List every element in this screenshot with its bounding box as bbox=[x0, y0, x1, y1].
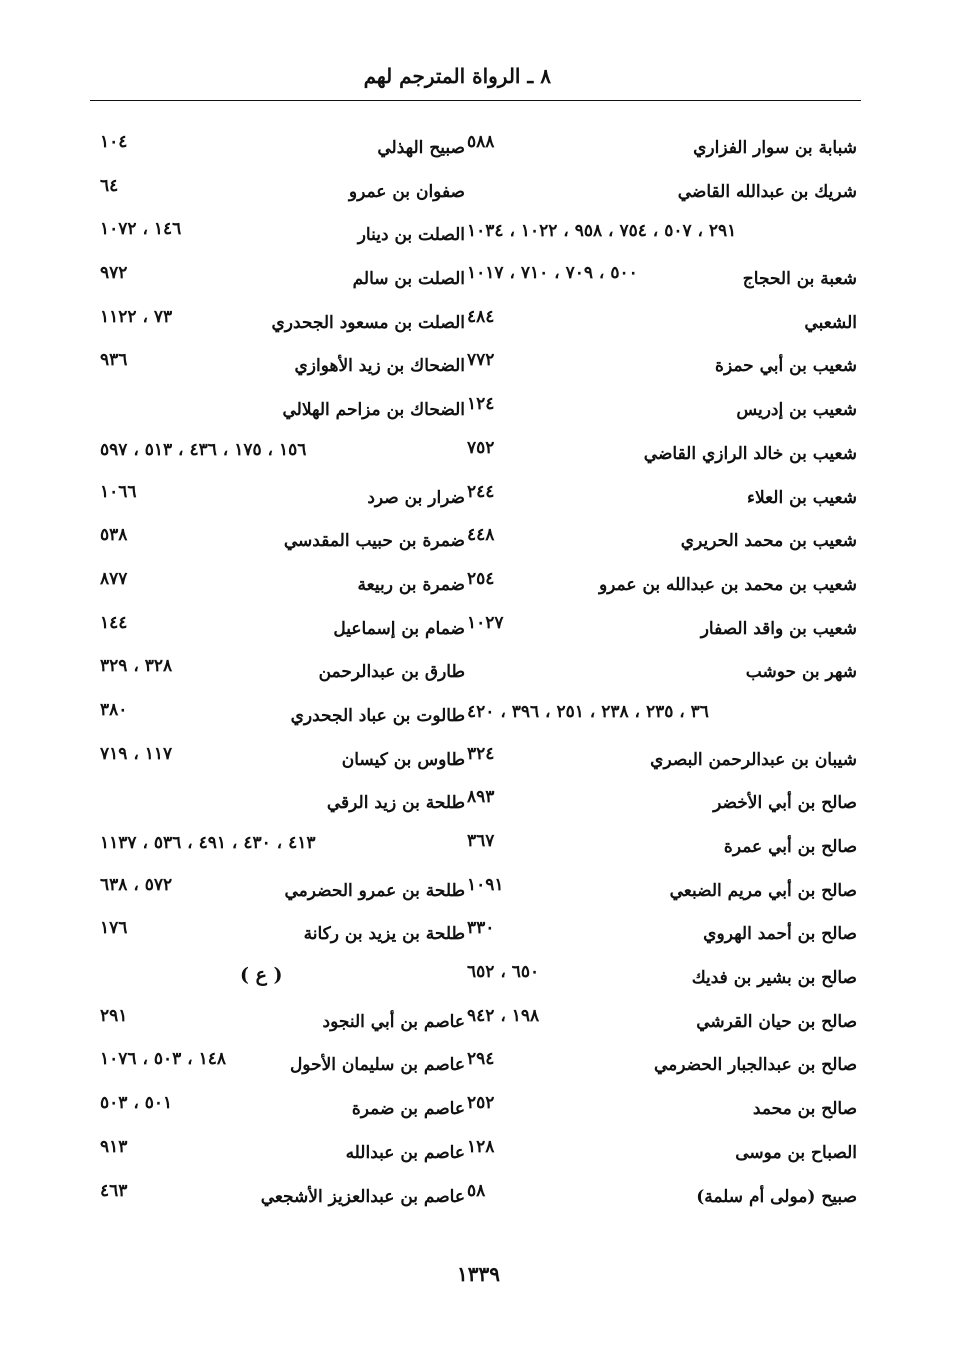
page-refs: ١٢٨ bbox=[467, 1136, 495, 1157]
left-column bbox=[100, 128, 465, 1220]
index-entry bbox=[467, 303, 857, 347]
index-entry bbox=[100, 609, 465, 653]
index-entry bbox=[100, 1089, 465, 1133]
page-refs: ١٠٦٦ bbox=[100, 481, 137, 502]
narrator-name: ضمرة بن حبيب المقدسي bbox=[283, 531, 465, 552]
page-refs: ٢٤٤ bbox=[467, 481, 495, 502]
narrator-name: عاصم بن سليمان الأحول bbox=[289, 1055, 465, 1076]
page-refs: ٤٦٣ bbox=[100, 1180, 128, 1201]
index-entry bbox=[467, 128, 857, 172]
page-refs: ٨٩٣ bbox=[467, 787, 495, 808]
page-refs: ٧٣ ، ١١٢٢ bbox=[100, 306, 173, 327]
narrator-name: صبيح الهذلي bbox=[377, 138, 465, 158]
page-refs: ٣٢٤ bbox=[467, 743, 495, 764]
index-entry bbox=[100, 390, 465, 434]
running-title: ٨ ـ الرواة المترجم لهم bbox=[363, 64, 551, 88]
narrator-name: الصلت بن مسعود الجحدري bbox=[271, 312, 465, 333]
index-entry bbox=[100, 1002, 465, 1046]
index-entry bbox=[100, 696, 465, 740]
page-refs: ٦٤ bbox=[100, 175, 119, 196]
narrator-name: ضمام بن إسماعيل bbox=[333, 618, 465, 639]
narrator-name: الصلت بن دينار bbox=[357, 225, 465, 246]
narrator-name: الصلت بن سالم bbox=[352, 269, 465, 290]
index-entry bbox=[467, 609, 857, 653]
page-refs: ٥٨٨ bbox=[467, 132, 495, 152]
index-entry bbox=[100, 565, 465, 609]
narrator-name: شهر بن حوشب bbox=[745, 662, 857, 683]
page-refs: ٧٥٢ bbox=[467, 437, 495, 458]
index-entry bbox=[100, 128, 465, 172]
narrator-name: ضمرة بن ربيعة bbox=[357, 574, 465, 595]
narrator-name: الشعبي bbox=[804, 312, 857, 333]
narrator-name: عاصم بن أبي النجود bbox=[322, 1011, 465, 1032]
page-refs: ٥٣٨ bbox=[100, 525, 128, 546]
narrator-name: عاصم بن ضمرة bbox=[351, 1099, 465, 1120]
index-entry bbox=[100, 652, 465, 696]
page-refs: ٧٧٢ bbox=[467, 350, 495, 371]
page-refs: ٩٧٢ bbox=[100, 263, 128, 284]
narrator-name: صالح بن أبي الأخضر bbox=[713, 793, 857, 814]
index-entry bbox=[100, 215, 465, 259]
page-refs: ٤١٣ ، ٤٣٠ ، ٤٩١ ، ٥٣٦ ، ١١٣٧ bbox=[100, 833, 316, 853]
index-entry bbox=[100, 478, 465, 522]
page-refs: ٥٨ bbox=[467, 1180, 486, 1201]
index-entry bbox=[467, 696, 857, 740]
narrator-name: الضحاك بن مزاحم الهلالي bbox=[282, 400, 465, 421]
narrator-name: صفوان بن عمرو bbox=[348, 181, 465, 202]
index-entry bbox=[467, 783, 857, 827]
narrator-name: شيبان بن عبدالرحمن البصري bbox=[650, 749, 857, 770]
index-entry bbox=[467, 259, 857, 303]
index-entry bbox=[467, 871, 857, 915]
index-entry bbox=[100, 783, 465, 827]
index-entry bbox=[467, 172, 857, 216]
narrator-name: طاوس بن كيسان bbox=[341, 749, 465, 770]
narrator-name: صالح بن بشير بن فديك bbox=[691, 968, 857, 989]
page-refs: ١٤٤ bbox=[100, 612, 128, 633]
page-refs: ٥٠١ ، ٥٠٣ bbox=[100, 1093, 173, 1114]
index-entry bbox=[100, 914, 465, 958]
narrator-name: طالوت بن عباد الجحدري bbox=[290, 705, 465, 726]
page-refs: ٢٩١ ، ٥٠٧ ، ٧٥٤ ، ٩٥٨ ، ١٠٢٢ ، ١٠٣٤ bbox=[467, 221, 737, 242]
index-entry bbox=[467, 914, 857, 958]
index-entry bbox=[100, 303, 465, 347]
narrator-name: عاصم بن عبدالعزيز الأشجعي bbox=[260, 1186, 465, 1207]
index-entry bbox=[100, 346, 465, 390]
narrator-name: شعبة بن الحجاج bbox=[742, 269, 857, 290]
narrator-name: شعيب بن العلاء bbox=[746, 487, 857, 508]
page-refs: ٣٣٠ bbox=[467, 918, 495, 939]
index-entry bbox=[100, 827, 465, 871]
page-refs: ٤٤٨ bbox=[467, 525, 495, 546]
narrator-name: عاصم بن عبدالله bbox=[345, 1142, 465, 1163]
page-refs: ١٠٤ bbox=[100, 132, 128, 152]
narrator-name: شعيب بن أبي حمزة bbox=[715, 356, 857, 377]
index-entry bbox=[100, 521, 465, 565]
page-refs: ١٢٤ bbox=[467, 394, 495, 415]
page-refs: ٣٢٨ ، ٣٢٩ bbox=[100, 656, 173, 677]
page-refs: ٥٠٠ ، ٧٠٩ ، ٧١٠ ، ١٠١٧ bbox=[467, 263, 638, 284]
narrator-name: طلحة بن زيد الرقي bbox=[326, 793, 465, 814]
page-refs: ٢٩٤ bbox=[467, 1049, 495, 1070]
page-refs: ١٤٦ ، ١٠٧٢ bbox=[100, 219, 182, 240]
page-refs: ٢٩١ bbox=[100, 1005, 128, 1026]
index-entry bbox=[100, 740, 465, 784]
page-refs: ٣٨٠ bbox=[100, 699, 128, 720]
index-entry bbox=[100, 259, 465, 303]
index-entry bbox=[100, 871, 465, 915]
narrator-name: الصباح بن موسى bbox=[735, 1142, 857, 1163]
narrator-name: الضحاك بن زيد الأهوازي bbox=[294, 356, 465, 377]
right-column bbox=[467, 128, 857, 1220]
narrator-name: شعيب بن محمد بن عبدالله بن عمرو bbox=[598, 574, 857, 595]
index-entry bbox=[467, 521, 857, 565]
index-entry bbox=[467, 565, 857, 609]
narrator-name: ضرار بن صرد bbox=[367, 487, 465, 508]
narrator-name: شعيب بن محمد الحريري bbox=[680, 531, 857, 552]
index-entry bbox=[100, 1045, 465, 1089]
page-refs: ١٧٦ bbox=[100, 918, 128, 939]
index-entry bbox=[467, 1133, 857, 1177]
page-refs: ٤٨٤ bbox=[467, 306, 495, 327]
index-entry bbox=[467, 827, 857, 871]
page-refs: ١٥٦ ، ١٧٥ ، ٤٣٦ ، ٥١٣ ، ٥٩٧ bbox=[100, 439, 307, 460]
page-number: ١٣٣٩ bbox=[457, 1262, 500, 1286]
narrator-name: صالح بن أبي مريم الضبعي bbox=[669, 880, 857, 901]
page-refs: ٩١٣ bbox=[100, 1136, 128, 1157]
narrator-name: صالح بن أبي عمرة bbox=[723, 837, 857, 857]
page-refs: ١٠٩١ bbox=[467, 874, 504, 895]
page-refs: ١٠٢٧ bbox=[467, 612, 504, 633]
index-entry bbox=[467, 1089, 857, 1133]
narrator-name: شعيب بن إدريس bbox=[736, 400, 857, 421]
index-entry bbox=[467, 478, 857, 522]
narrator-name: طلحة بن عمرو الحضرمي bbox=[284, 880, 465, 901]
narrator-name: شبابة بن سوار الفزاري bbox=[693, 138, 857, 158]
narrator-name: صالح بن أحمد الهروي bbox=[703, 924, 857, 945]
index-entry bbox=[467, 434, 857, 478]
narrator-name: صالح بن عبدالجبار الحضرمي bbox=[653, 1055, 857, 1076]
page-refs: ٦٥٠ ، ٦٥٢ bbox=[467, 962, 540, 983]
page-refs: ٩٣٦ bbox=[100, 350, 128, 371]
page-refs: ٥٧٢ ، ٦٣٨ bbox=[100, 874, 173, 895]
page-refs: ٢٥٢ bbox=[467, 1093, 495, 1114]
narrator-name: شريك بن عبدالله القاضي bbox=[677, 181, 857, 202]
page-refs: ١٤٨ ، ٥٠٣ ، ١٠٧٦ bbox=[100, 1049, 226, 1070]
index-entry bbox=[467, 1177, 857, 1221]
narrator-name: صالح بن محمد bbox=[752, 1099, 857, 1120]
narrator-name: شعيب بن خالد الرازي القاضي bbox=[643, 443, 857, 464]
narrator-name: طلحة بن يزيد بن ركانة bbox=[303, 924, 465, 945]
index-entry bbox=[467, 390, 857, 434]
index-entry bbox=[467, 1002, 857, 1046]
narrator-name: شعيب بن واقد الصفار bbox=[700, 618, 857, 639]
section-letter: ( ع ) bbox=[240, 964, 283, 987]
narrator-name: طارق بن عبدالرحمن bbox=[318, 662, 465, 683]
section-letter-row bbox=[100, 958, 465, 1002]
index-entry bbox=[467, 346, 857, 390]
narrator-name: صالح بن حيان القرشي bbox=[696, 1011, 857, 1032]
page-refs: ٣٦ ، ٢٣٥ ، ٢٣٨ ، ٢٥١ ، ٣٩٦ ، ٤٢٠ bbox=[467, 701, 709, 722]
index-entry bbox=[467, 215, 857, 259]
page-refs: ٣٦٧ bbox=[467, 831, 495, 851]
page-header bbox=[90, 58, 861, 101]
index-entry bbox=[100, 434, 465, 478]
index-entry bbox=[100, 1133, 465, 1177]
index-entry bbox=[100, 172, 465, 216]
index-entry bbox=[467, 652, 857, 696]
page-refs: ٢٥٤ bbox=[467, 568, 495, 589]
page-refs: ١٩٨ ، ٩٤٢ bbox=[467, 1005, 540, 1026]
index-entry bbox=[467, 1045, 857, 1089]
index-entry bbox=[467, 740, 857, 784]
page-refs: ٨٧٧ bbox=[100, 568, 128, 589]
page-refs: ١١٧ ، ٧١٩ bbox=[100, 743, 173, 764]
narrator-name: صبيح (مولى أم سلمة) bbox=[696, 1186, 857, 1207]
index-entry bbox=[467, 958, 857, 1002]
index-entry bbox=[100, 1177, 465, 1221]
